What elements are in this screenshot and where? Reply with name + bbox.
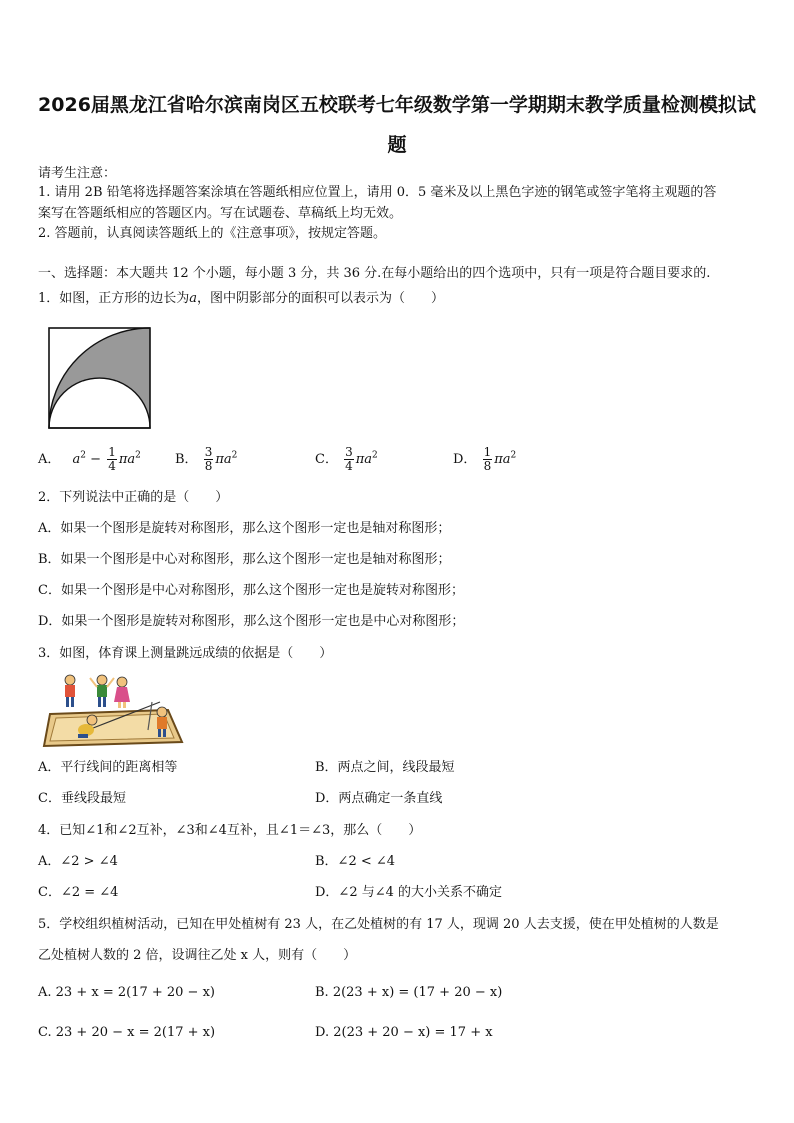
sand-inner bbox=[50, 714, 174, 741]
q1-figure-square-semicircles bbox=[48, 327, 152, 429]
fraction bbox=[344, 446, 354, 473]
q3-option-c[interactable]: C．垂线段最短 bbox=[38, 791, 126, 806]
option-term: πa bbox=[215, 452, 232, 467]
q5-option-a[interactable]: A. 23 + x = 2(17 + 20 − x) bbox=[38, 985, 215, 1000]
exponent: 2 bbox=[135, 450, 141, 461]
option-label: B． bbox=[175, 452, 198, 467]
numerator: 1 bbox=[483, 445, 492, 459]
notice-item-1-cont: 案写在答题纸相应的答题区内。写在试题卷、草稿纸上均无效。 bbox=[38, 206, 403, 221]
fraction bbox=[483, 446, 493, 473]
q4-option-b[interactable]: B．∠2 < ∠4 bbox=[315, 854, 396, 869]
minus-sign: − bbox=[90, 452, 102, 467]
numerator: 3 bbox=[204, 445, 213, 459]
option-term: πa bbox=[355, 452, 373, 467]
notice-item-2: 2. 答题前，认真阅读答题纸上的《注意事项》，按规定答题。 bbox=[38, 226, 387, 241]
q1-option-b[interactable] bbox=[175, 446, 237, 473]
question-5-stem-cont: 乙处植树人数的 2 倍，设调往乙处 x 人，则有（ ） bbox=[38, 948, 357, 963]
q5-option-b[interactable]: B. 2(23 + x) = (17 + 20 − x) bbox=[315, 985, 503, 1000]
kid-figure-1 bbox=[65, 675, 75, 707]
q1-variable: a bbox=[189, 291, 198, 306]
exponent: 2 bbox=[510, 450, 517, 461]
option-label: C． bbox=[315, 452, 338, 467]
exponent: 2 bbox=[231, 450, 238, 461]
option-label: D． bbox=[453, 452, 477, 467]
q2-option-d[interactable]: D．如果一个图形是旋转对称图形，那么这个图形一定也是中心对称图形； bbox=[38, 614, 465, 629]
option-term: πa bbox=[494, 452, 511, 467]
denominator: 4 bbox=[108, 459, 116, 473]
page-title: 2026届黑龙江省哈尔滨南岗区五校联考七年级数学第一学期期末教学质量检测模拟试 bbox=[38, 94, 756, 116]
q1-stem-text: 1．如图，正方形的边长为 bbox=[38, 291, 190, 306]
question-2-stem: 2．下列说法中正确的是（ ） bbox=[38, 490, 229, 505]
q3-option-d[interactable]: D．两点确定一条直线 bbox=[315, 791, 443, 806]
denominator: 4 bbox=[345, 459, 353, 473]
question-4-stem: 4．已知∠1和∠2互补，∠3和∠4互补，且∠1＝∠3，那么（ ） bbox=[38, 823, 422, 838]
option-term: πa bbox=[118, 452, 136, 467]
question-3-stem: 3．如图，体育课上测量跳远成绩的依据是（ ） bbox=[38, 646, 333, 661]
denominator: 8 bbox=[483, 459, 492, 473]
exponent: 2 bbox=[372, 450, 378, 461]
kid-figure-2 bbox=[90, 675, 114, 707]
section-heading: 一、选择题：本大题共 12 个小题，每小题 3 分，共 36 分.在每小题给出的四个选项中，只有一项是符合题目要求的. bbox=[38, 266, 711, 281]
q3-option-b[interactable]: B．两点之间，线段最短 bbox=[315, 760, 455, 775]
question-1-stem bbox=[38, 291, 444, 307]
page-title-continued: 题 bbox=[387, 134, 407, 156]
q3-figure-long-jump-pit bbox=[40, 672, 190, 748]
numerator: 3 bbox=[345, 445, 353, 459]
q1-option-d[interactable] bbox=[453, 446, 516, 473]
q5-option-c[interactable]: C. 23 + 20 − x = 2(17 + x) bbox=[38, 1025, 216, 1040]
q5-option-d[interactable]: D. 2(23 + 20 − x) = 17 + x bbox=[315, 1025, 493, 1040]
question-5-stem: 5．学校组织植树活动，已知在甲处植树有 23 人，在乙处植树的有 17 人，现调 20 人去支援，使在甲处植树的人数是 bbox=[38, 917, 719, 932]
kid-figure-3 bbox=[114, 677, 130, 708]
notice-heading: 请考生注意： bbox=[38, 166, 117, 181]
exponent: 2 bbox=[80, 450, 87, 461]
fraction bbox=[107, 446, 117, 473]
q1-option-a[interactable] bbox=[38, 446, 141, 473]
q4-option-d[interactable]: D．∠2 与∠4 的大小关系不确定 bbox=[315, 885, 503, 900]
q1-stem-text-end: ，图中阴影部分的面积可以表示为（ ） bbox=[197, 291, 445, 306]
fraction bbox=[204, 446, 214, 473]
option-term: a bbox=[72, 452, 81, 467]
q2-option-a[interactable]: A．如果一个图形是旋转对称图形，那么这个图形一定也是轴对称图形； bbox=[38, 521, 451, 536]
denominator: 8 bbox=[204, 459, 213, 473]
option-label: A． bbox=[38, 452, 61, 467]
q2-option-b[interactable]: B．如果一个图形是中心对称图形，那么这个图形一定也是轴对称图形； bbox=[38, 552, 451, 567]
q4-option-a[interactable]: A．∠2 > ∠4 bbox=[38, 854, 118, 869]
q4-option-c[interactable]: C．∠2 = ∠4 bbox=[38, 885, 119, 900]
numerator: 1 bbox=[108, 445, 116, 459]
notice-item-1: 1. 请用 2B 铅笔将选择题答案涂填在答题纸相应位置上，请用 0．5 毫米及以上黑色字迹的钢笔或签字笔将主观题的答 bbox=[38, 185, 717, 200]
q2-option-c[interactable]: C．如果一个图形是中心对称图形，那么这个图形一定也是旋转对称图形； bbox=[38, 583, 464, 598]
q1-option-c[interactable] bbox=[315, 446, 378, 473]
q3-option-a[interactable]: A．平行线间的距离相等 bbox=[38, 760, 178, 775]
